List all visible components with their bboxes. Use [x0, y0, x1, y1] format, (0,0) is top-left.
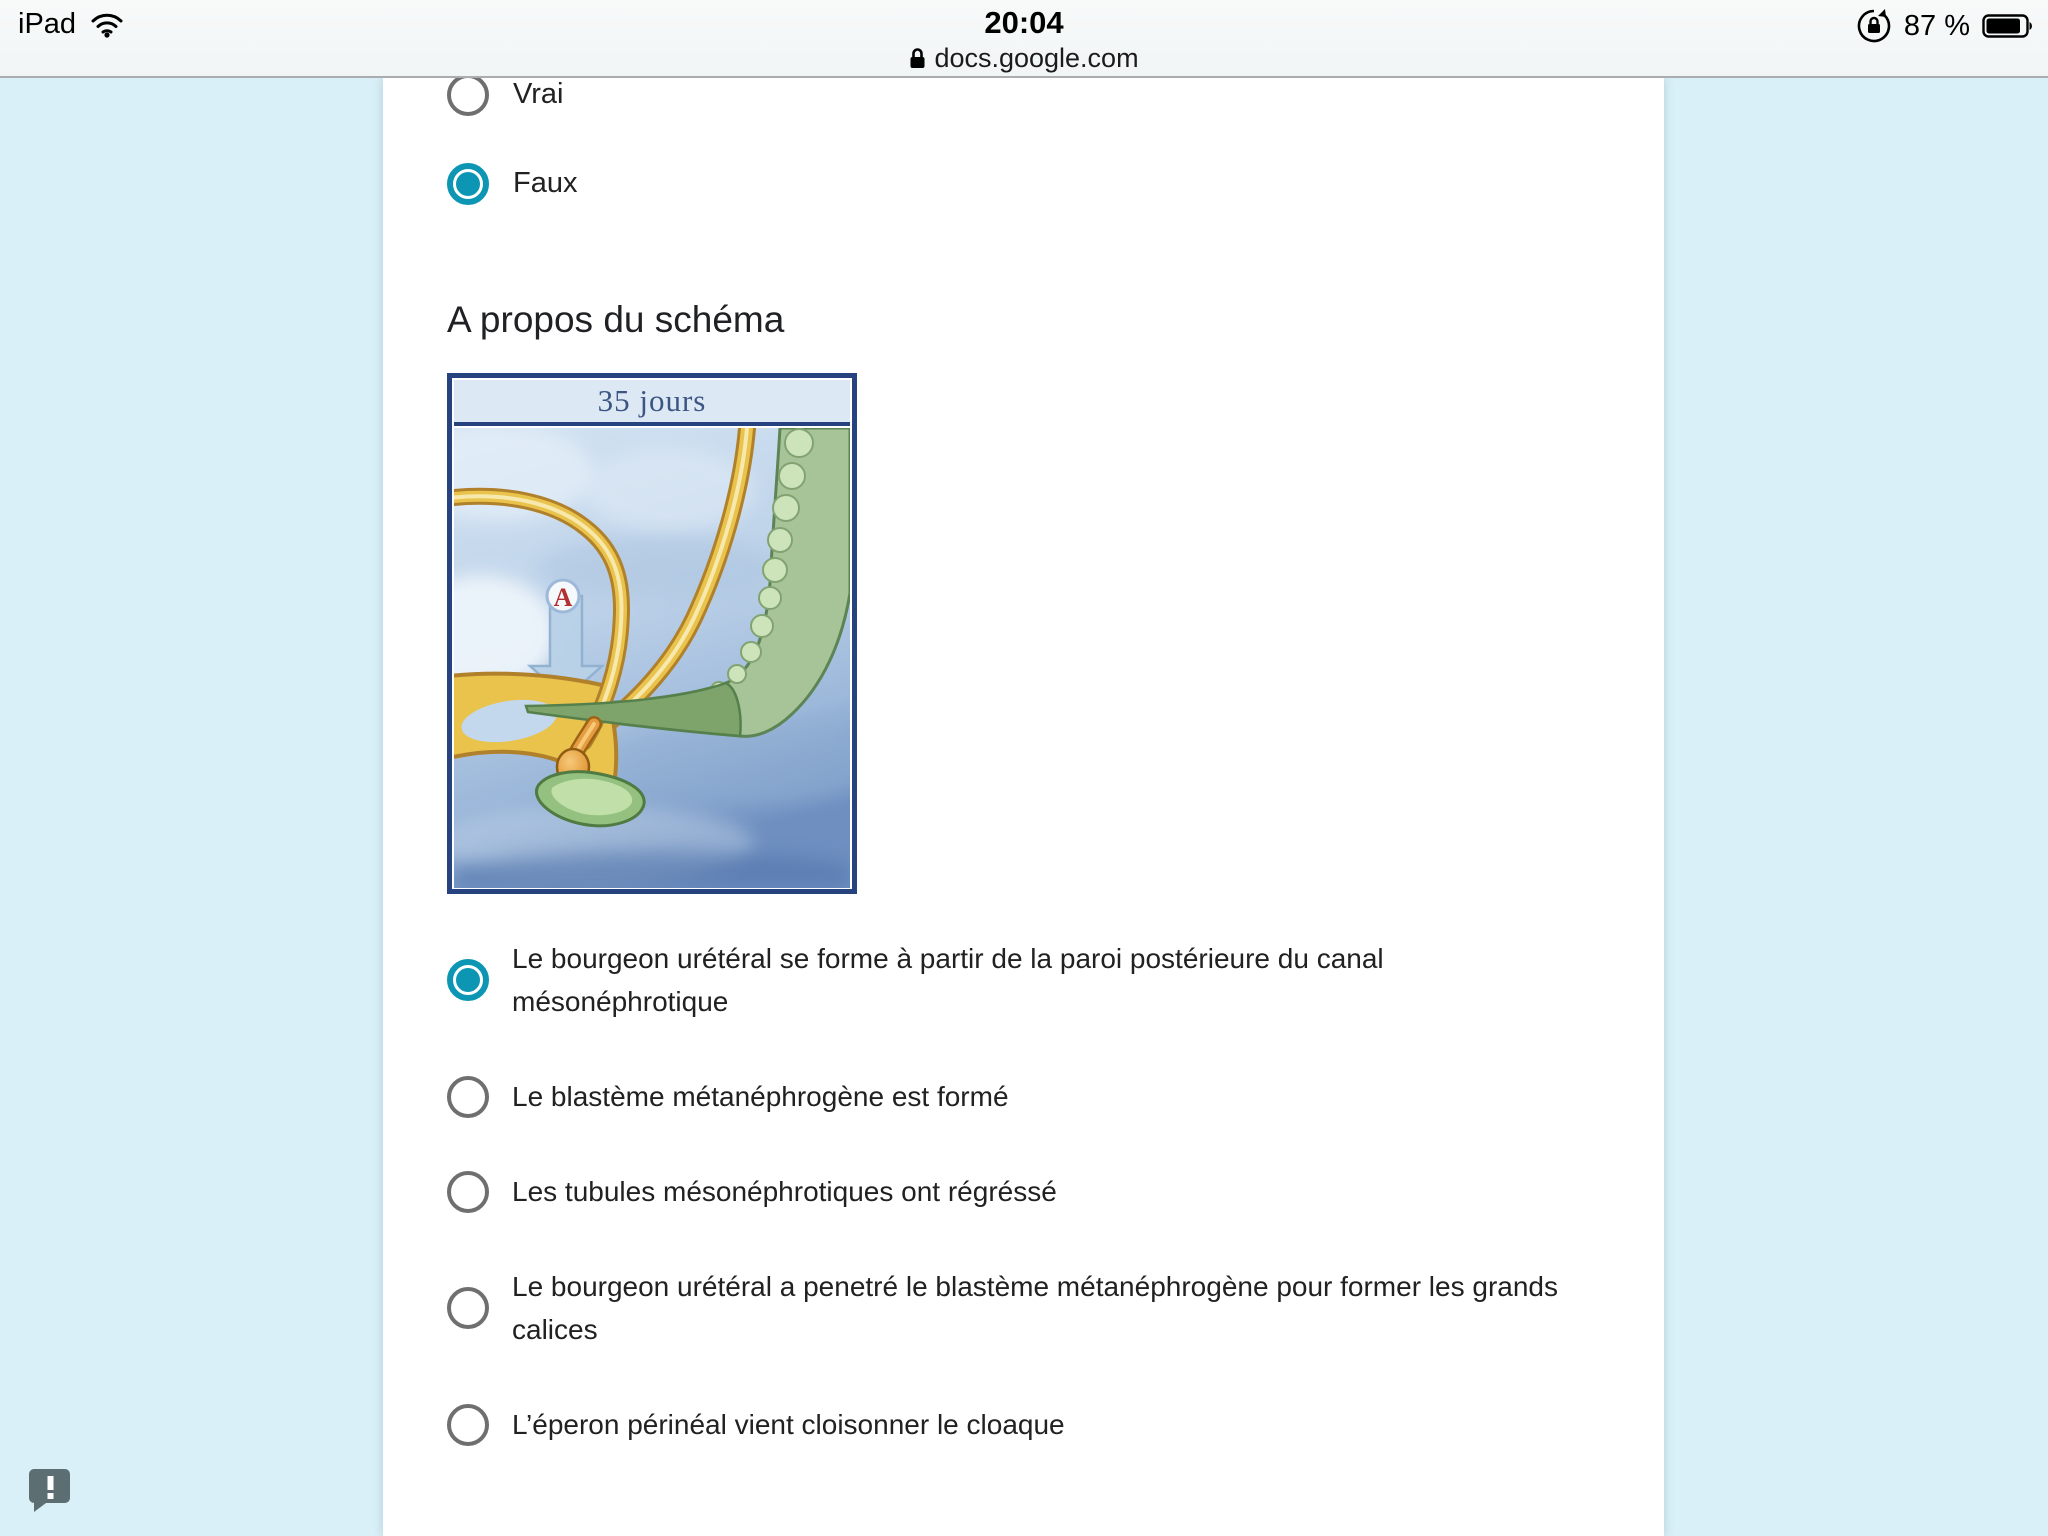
- radio-option-label[interactable]: Le bourgeon urétéral a penetré le blastème métanéphrogène pour former les grands calices: [512, 1271, 1558, 1345]
- status-bar: [0, 0, 2048, 78]
- radio-option-faux[interactable]: [447, 162, 1664, 205]
- battery-icon: [1982, 13, 2034, 39]
- form-card: [383, 78, 1664, 1536]
- question-figure: [447, 373, 857, 894]
- radio-option-label[interactable]: Le bourgeon urétéral se forme à partir de la paroi postérieure du canal mésonéphrotique: [512, 943, 1384, 1017]
- question-title: A propos du schéma: [447, 299, 785, 340]
- figure-marker-a: A: [553, 583, 573, 612]
- radio-button[interactable]: [447, 1404, 489, 1446]
- radio-button[interactable]: [447, 78, 489, 116]
- radio-option-label[interactable]: Faux: [513, 167, 578, 199]
- radio-button[interactable]: [447, 163, 489, 205]
- battery-percent: 87 %: [1903, 9, 1970, 42]
- feedback-button[interactable]: [26, 1466, 72, 1512]
- clock: 20:04: [984, 5, 1064, 40]
- radio-option[interactable]: [447, 1075, 1664, 1118]
- radio-button[interactable]: [447, 1171, 489, 1213]
- rotation-lock-icon: [1856, 8, 1892, 44]
- embryology-diagram: [454, 428, 850, 888]
- feedback-icon: [26, 1466, 72, 1512]
- device-label: iPad: [18, 8, 77, 40]
- figure-header: [454, 380, 850, 426]
- radio-option-label[interactable]: L’éperon périnéal vient cloisonner le cloaque: [512, 1409, 1065, 1440]
- radio-option-label[interactable]: Les tubules mésonéphrotiques ont régréssé: [512, 1176, 1057, 1207]
- figure-caption: 35 jours: [597, 383, 707, 418]
- radio-option-vrai[interactable]: [447, 78, 1664, 116]
- radio-button[interactable]: [447, 959, 489, 1001]
- radio-button[interactable]: [447, 1287, 489, 1329]
- radio-option[interactable]: [447, 937, 1664, 1023]
- radio-option[interactable]: [447, 1265, 1664, 1351]
- radio-button[interactable]: [447, 1076, 489, 1118]
- address-bar[interactable]: [0, 43, 2048, 74]
- lock-icon: [909, 47, 926, 70]
- radio-option[interactable]: [447, 1403, 1664, 1446]
- radio-option-label[interactable]: Le blastème métanéphrogène est formé: [512, 1081, 1009, 1112]
- options-list: [447, 937, 1664, 1446]
- radio-option[interactable]: [447, 1170, 1664, 1213]
- site-url: docs.google.com: [934, 43, 1139, 73]
- radio-option-label[interactable]: Vrai: [513, 78, 564, 110]
